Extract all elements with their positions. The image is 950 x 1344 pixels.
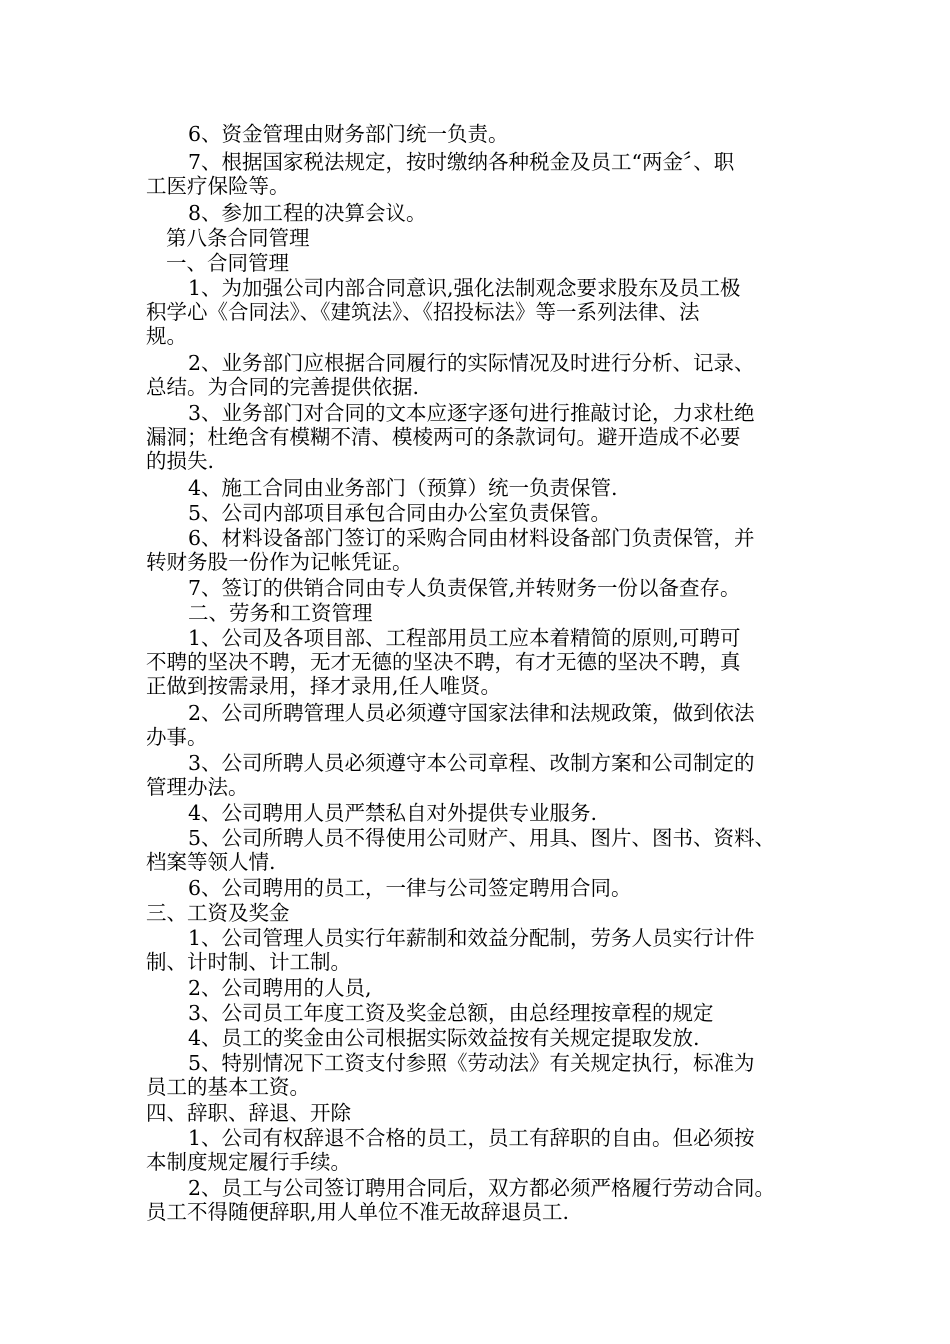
text-line: 正做到按需录用，择才录用,任人唯贤。 <box>146 674 502 698</box>
text-line: 6、公司聘用的员工，一律与公司签定聘用合同。 <box>188 876 632 900</box>
section-heading: 三、工资及奖金 <box>146 901 290 925</box>
text-line: 制、计时制、计工制。 <box>146 950 351 974</box>
text-line: 积学心《合同法》、《建筑法》、《招投标法》等一系列法律、法 <box>146 300 700 324</box>
text-line: 规。 <box>146 324 187 348</box>
text-line: 本制度规定履行手续。 <box>146 1150 351 1174</box>
text-line: 2、公司聘用的人员, <box>188 976 372 1000</box>
text-line: 3、业务部门对合同的文本应逐字逐句进行推敲讨论，力求杜绝 <box>188 401 755 425</box>
text-line: 4、公司聘用人员严禁私自对外提供专业服务. <box>188 801 598 825</box>
section-heading: 第八条合同管理 <box>166 226 310 250</box>
text-line: 1、公司及各项目部、工程部用员工应本着精简的原则,可聘可 <box>188 626 741 650</box>
text-line: 7、根据国家税法规定，按时缴纳各种税金及员工“两金〞、职 <box>188 150 735 174</box>
text-line: 漏洞；杜绝含有模糊不清、模棱两可的条款词句。避开造成不必要 <box>146 425 741 449</box>
text-line: 办事。 <box>146 725 208 749</box>
text-line: 工医疗保险等。 <box>146 174 290 198</box>
text-line: 4、施工合同由业务部门（预算）统一负责保管. <box>188 476 618 500</box>
text-line: 3、公司员工年度工资及奖金总额，由总经理按章程的规定 <box>188 1001 714 1025</box>
text-line: 1、公司管理人员实行年薪制和效益分配制，劳务人员实行计件 <box>188 926 755 950</box>
text-line: 2、公司所聘管理人员必须遵守国家法律和法规政策，做到依法 <box>188 701 755 725</box>
text-line: 档案等领人情. <box>146 850 276 874</box>
text-line: 2、员工与公司签订聘用合同后，双方都必须严格履行劳动合同。 <box>188 1176 776 1200</box>
text-line: 总结。为合同的完善提供依据. <box>146 375 420 399</box>
text-line: 5、公司内部项目承包合同由办公室负责保管。 <box>188 501 612 525</box>
text-line: 1、公司有权辞退不合格的员工，员工有辞职的自由。但必须按 <box>188 1126 755 1150</box>
text-line: 5、特别情况下工资支付参照《劳动法》有关规定执行，标准为 <box>188 1051 755 1075</box>
text-line: 管理办法。 <box>146 775 249 799</box>
text-line: 6、材料设备部门签订的采购合同由材料设备部门负责保管，并 <box>188 526 755 550</box>
text-line: 转财务股一份作为记帐凭证。 <box>146 550 413 574</box>
text-line: 不聘的坚决不聘，无才无德的坚决不聘，有才无德的坚决不聘，真 <box>146 650 741 674</box>
text-line: 4、员工的奖金由公司根据实际效益按有关规定提取发放. <box>188 1026 700 1050</box>
text-line: 1、为加强公司内部合同意识,强化法制观念要求股东及员工极 <box>188 276 741 300</box>
text-line: 员工不得随便辞职,用人单位不准无故辞退员工. <box>146 1200 570 1224</box>
text-line: 5、公司所聘人员不得使用公司财产、用具、图片、图书、资料、 <box>188 826 776 850</box>
text-line: 的损失. <box>146 449 215 473</box>
text-line: 3、公司所聘人员必须遵守本公司章程、改制方案和公司制定的 <box>188 751 755 775</box>
text-line: 7、签订的供销合同由专人负责保管,并转财务一份以备查存。 <box>188 576 741 600</box>
subsection-heading: 一、合同管理 <box>166 251 289 275</box>
text-line: 8、参加工程的决算会议。 <box>188 201 427 225</box>
text-line: 6、资金管理由财务部门统一负责。 <box>188 122 509 146</box>
text-line: 员工的基本工资。 <box>146 1075 310 1099</box>
text-line: 2、业务部门应根据合同履行的实际情况及时进行分析、记录、 <box>188 351 755 375</box>
subsection-heading: 二、劳务和工资管理 <box>188 601 373 625</box>
section-heading: 四、辞职、辞退、开除 <box>146 1101 351 1125</box>
